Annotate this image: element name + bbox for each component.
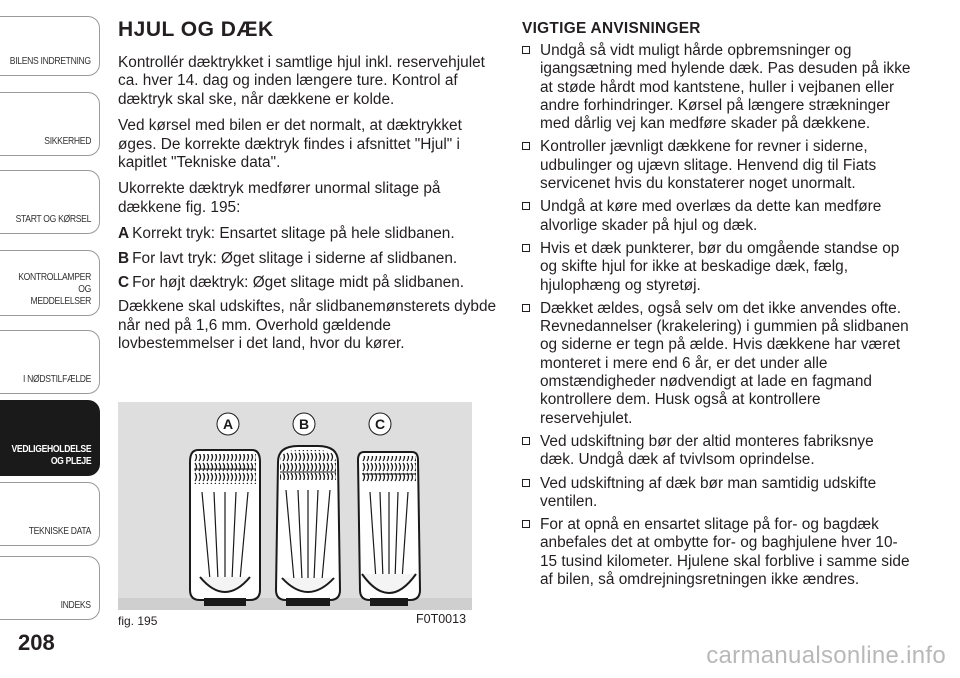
important-notes-title: VIGTIGE ANVISNINGER (522, 20, 701, 37)
tab-label: VEDLIGEHOLDELSE OG PLEJE (11, 443, 91, 467)
item-letter: A (118, 225, 130, 243)
pressure-item-a (118, 225, 498, 243)
checkbox-bullet-icon (522, 437, 530, 445)
list-item-text: Ved udskiftning af dæk bør man samtidig udskifte ventilen. (540, 474, 877, 510)
list-item-text: For at opnå en ensartet slitage på for- og bagdæk anbefales det at ombytte for- og baghjulene hver 10-15 tusind kilometer. Hjulene skal forblive i samme side af bilen, så omdrejningsretningen ikke ændres. (540, 516, 910, 589)
tire-wear-figure (118, 402, 472, 610)
tire-a (190, 450, 260, 606)
pressure-item-c (118, 274, 498, 292)
figure-label-a: A (222, 416, 234, 432)
checkbox-bullet-icon (522, 304, 530, 312)
list-item (522, 240, 912, 295)
checkbox-bullet-icon (522, 520, 530, 528)
tire-b (276, 446, 340, 606)
list-item (522, 42, 912, 133)
figure-caption: fig. 195 (118, 614, 158, 628)
list-item-text: Ved udskiftning bør der altid monteres fabriksnye dæk. Undgå dæk af tvivlsom oprindelse. (540, 432, 874, 469)
tab-sikkerhed[interactable] (0, 92, 100, 156)
tab-label: START OG KØRSEL (15, 213, 91, 225)
list-item-text: Undgå at køre med overlæs da dette kan medføre alvorlige skader på hjul og dæk. (540, 198, 882, 234)
list-item (522, 433, 912, 470)
section-heading: HJUL OG DÆK (118, 18, 274, 41)
item-letter: B (118, 249, 130, 267)
important-notes-list (522, 42, 912, 589)
list-item-text: Hvis et dæk punkterer, bør du omgående standse op og skifte hjul for ikke at beskadige dæk, fælg, hjulophæng og styretøj. (540, 239, 900, 294)
paragraph-1: Kontrollér dæktrykket i samtlige hjul inkl. reservehjulet ca. hver 14. dag og inden længere ture. Kontrol af dæktryk skal ske, når dækkene er kolde. (118, 54, 485, 108)
watermark: carmanualsonline.info (706, 642, 946, 669)
page-number: 208 (18, 630, 55, 655)
tire-illustration (118, 402, 472, 610)
checkbox-bullet-icon (522, 202, 530, 210)
list-item (522, 198, 912, 235)
list-item (522, 475, 912, 512)
list-item-text: Kontroller jævnligt dækkene for revner i siderne, udbulinger og ujævn slitage. Henvend dig til Fiats servicenet hvis du konstaterer noget unormalt. (540, 138, 877, 193)
list-item-text: Dækket ældes, også selv om det ikke anvendes ofte. Revnedannelser (krakelering) i gummien på slidbanen og siderne er tegn på ælde. Hvis dækkene har været monteret i mere end 6 år, er det under alle omstændigheder nødvendigt at lade en fagmand kontrollere dem. Husk også at kontrollere reservehjulet. (540, 299, 909, 427)
list-item (522, 516, 912, 589)
tab-label: KONTROLLAMPER OG MEDDELELSER (18, 271, 91, 307)
list-item (522, 300, 912, 428)
figure-label-c: C (374, 416, 386, 432)
checkbox-bullet-icon (522, 46, 530, 54)
figure-code: F0T0013 (416, 612, 467, 626)
checkbox-bullet-icon (522, 479, 530, 487)
item-letter: C (118, 274, 130, 292)
tab-start-og-korsel[interactable] (0, 170, 100, 234)
tab-label: TEKNISKE DATA (28, 525, 91, 537)
tab-label: BILENS INDRETNING (9, 55, 91, 67)
tab-label: SIKKERHED (44, 135, 91, 147)
tab-label: I NØDSTILFÆLDE (22, 373, 91, 385)
tab-kontrollamper[interactable] (0, 250, 100, 316)
paragraph-3: Ukorrekte dæktryk medfører unormal slitage på dækkene fig. 195: (118, 180, 441, 216)
tab-label: INDEKS (60, 599, 91, 611)
figure-label-b: B (298, 416, 310, 432)
item-text: Korrekt tryk: Ensartet slitage på hele slidbanen. (132, 225, 455, 243)
paragraph-4: Dækkene skal udskiftes, når slidbanemønsterets dybde når ned på 1,6 mm. Overhold gældende lovbestemmelser i det land, hvor du kører. (118, 298, 497, 353)
checkbox-bullet-icon (522, 142, 530, 150)
item-text: For lavt tryk: Øget slitage i siderne af slidbanen. (132, 249, 458, 267)
tab-bilens-indretning[interactable] (0, 16, 100, 76)
checkbox-bullet-icon (522, 244, 530, 252)
right-column (522, 42, 912, 594)
list-item (522, 138, 912, 193)
tire-c (358, 452, 420, 606)
item-text: For højt dæktryk: Øget slitage midt på slidbanen. (132, 274, 465, 292)
tab-vedligeholdelse[interactable] (0, 400, 100, 476)
list-item-text: Undgå så vidt muligt hårde opbremsninger og igangsætning med hylende dæk. Pas desuden på ikke at støde hårdt mod kantstene, huller i vejbanen eller andre forhindringer. Kørsel på længere strækninger med dårlig vej kan medføre skader på dækkene. (540, 42, 911, 133)
left-column (118, 54, 498, 362)
pressure-item-b (118, 250, 498, 268)
paragraph-2: Ved kørsel med bilen er det normalt, at dæktrykket øges. De korrekte dæktryk findes i afsnittet "Hjul" i kapitlet "Tekniske data". (118, 117, 462, 172)
tab-indeks[interactable] (0, 556, 100, 620)
tab-tekniske-data[interactable] (0, 482, 100, 546)
tab-i-nodstilfaelde[interactable] (0, 330, 100, 394)
